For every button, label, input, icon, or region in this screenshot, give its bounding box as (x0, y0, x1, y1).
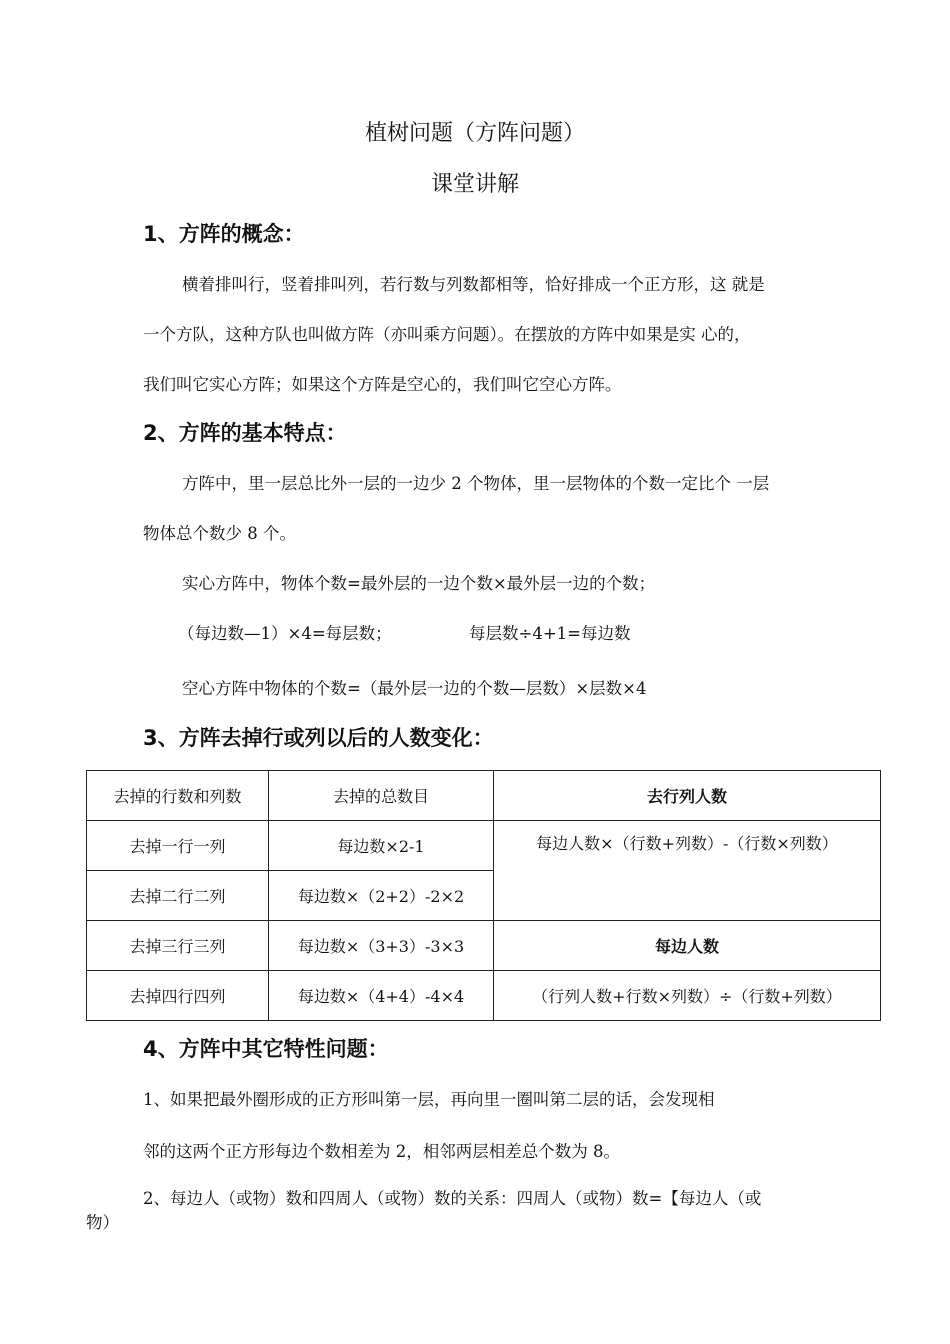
paragraph-line: 一个方队，这种方队也叫做方阵（亦叫乘方问题）。在摆放的方阵中如果是实 心的， (143, 325, 751, 344)
paragraph-line: 实心方阵中，物体个数=最外层的一边个数×最外层一边的个数； (182, 574, 656, 593)
array-removal-table (86, 770, 881, 1021)
section-heading-2: 2、方阵的基本特点： (143, 421, 347, 445)
table-row (87, 971, 881, 1021)
table-subheader: 每边人数 (494, 921, 881, 971)
table-cell: 去掉四行四列 (87, 971, 269, 1021)
table-row (87, 921, 881, 971)
paragraph-line: 2、每边人（或物）数和四周人（或物）数的关系：四周人（或物）数=【每边人（或 (143, 1189, 762, 1208)
formula-line: 每层数÷4+1=每边数 (469, 624, 631, 643)
document-subtitle: 课堂讲解 (430, 172, 519, 197)
table-header-row (87, 771, 881, 821)
table-cell-formula: 每边人数×（行数+列数）-（行数×列数） (494, 821, 881, 921)
table-cell: 每边数×（2+2）-2×2 (269, 871, 494, 921)
paragraph-line: 1、如果把最外圈形成的正方形叫第一层，再向里一圈叫第二层的话，会发现相 (143, 1090, 715, 1109)
table-header: 去行列人数 (494, 771, 881, 821)
section-heading-4: 4、方阵中其它特性问题： (143, 1037, 389, 1061)
document-title: 植树问题（方阵问题） (364, 121, 585, 146)
table-cell: 去掉一行一列 (87, 821, 269, 871)
paragraph-line: 物） (86, 1213, 119, 1232)
section-heading-1: 1、方阵的概念： (143, 222, 305, 246)
table-cell-formula: （行列人数+行数×列数）÷（行数+列数） (494, 971, 881, 1021)
table-cell: 每边数×2-1 (269, 821, 494, 871)
section-heading-3: 3、方阵去掉行或列以后的人数变化： (143, 726, 494, 750)
paragraph-line: 横着排叫行，竖着排叫列，若行数与列数都相等，恰好排成一个正方形，这 就是 (182, 275, 765, 294)
table-cell: 去掉三行三列 (87, 921, 269, 971)
table-row (87, 821, 881, 871)
table-header: 去掉的总数目 (269, 771, 494, 821)
paragraph-line: 物体总个数少 8 个。 (143, 524, 296, 543)
paragraph-line: 我们叫它实心方阵；如果这个方阵是空心的，我们叫它空心方阵。 (143, 375, 622, 394)
formula-line: （每边数—1）×4=每层数； (178, 624, 392, 643)
table-cell: 去掉二行二列 (87, 871, 269, 921)
paragraph-line: 邻的这两个正方形每边个数相差为 2，相邻两层相差总个数为 8。 (143, 1142, 620, 1161)
paragraph-line: 方阵中，里一层总比外一层的一边少 2 个物体，里一层物体的个数一定比个 一层 (182, 474, 770, 493)
paragraph-line: 空心方阵中物体的个数=（最外层一边的个数—层数）×层数×4 (182, 679, 647, 698)
table-cell: 每边数×（3+3）-3×3 (269, 921, 494, 971)
table-cell: 每边数×（4+4）-4×4 (269, 971, 494, 1021)
table-header: 去掉的行数和列数 (87, 771, 269, 821)
